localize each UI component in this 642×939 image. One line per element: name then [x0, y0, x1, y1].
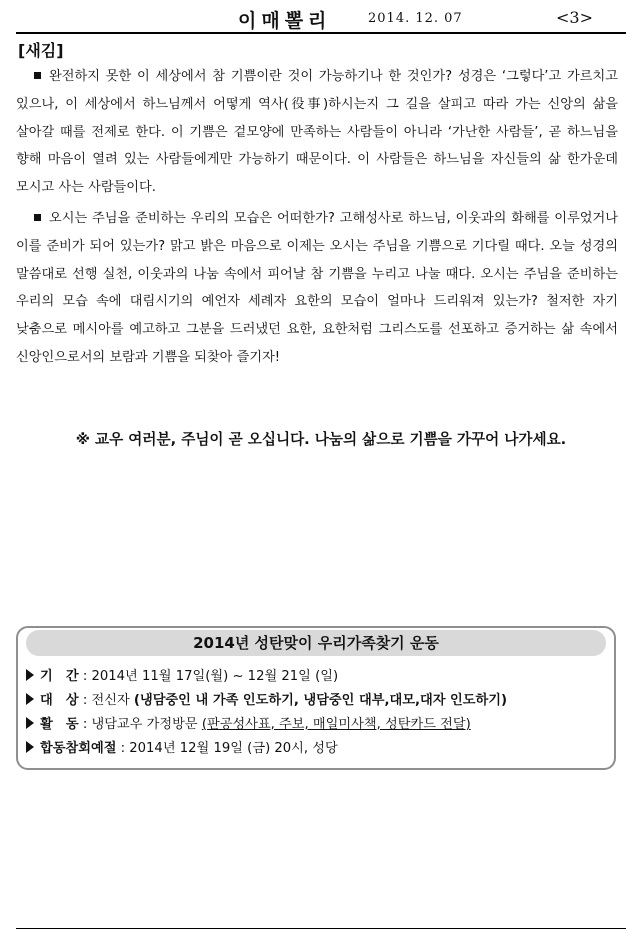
period-value: 2014년 11월 17일(월) ~ 12월 21일 (일)	[91, 669, 339, 684]
activity-detail: (판공성사표, 주보, 매일미사책, 성탄카드 전달)	[201, 717, 471, 732]
paragraph-text: 오시는 주님을 준비하는 우리의 모습은 어떠한가? 고해성사로 하느님, 이웃과의 화해를 이루었거나 이를 준비가 되어 있는가? 맑고 밝은 마음으로 이제는 오시는 주님을 기쁨으로 기다릴 때다. 오늘 성경의 말씀대로 선행 실천, 이웃과의 나눔 속에서 피어날 참 기쁨을 누리고 나눌 때다. 오시는 주님을 준비하는 우리의 모습 속에 대림시기의 예언자 세례자 요한의 모습이 얼마나 드리워져 있는가? 철저한 자기 낮춤으로 메시아를 예고하고 그분을 드러냈던 요한, 요한처럼 그리스도를 선포하고 증거하는 삶 속에서 신앙인으로서의 보람과 기쁨을 되찾아 즐기자!	[16, 211, 618, 365]
period-label: 기 간	[40, 669, 79, 684]
triangle-bullet-icon	[26, 693, 34, 705]
target-label: 대 상	[40, 693, 79, 708]
event-target-row: 대 상 : 전신자 (냉담중인 내 가족 인도하기, 냉담중인 대부,대모,대자 인도하기)	[26, 689, 507, 708]
square-bullet-icon	[34, 72, 41, 79]
penance-value: 2014년 12월 19일 (금) 20시, 성당	[129, 741, 338, 756]
page-number: <3>	[556, 8, 593, 27]
newsletter-header	[16, 6, 626, 34]
paragraph-text: 완전하지 못한 이 세상에서 참 기쁨이란 것이 가능하기나 한 것인가? 성경은 ‘그렇다’고 가르치고 있으나, 이 세상에서 하느님께서 어떻게 역사(役事)하시는지 그 길을 살피고 따라 가는 신앙의 삶을 살아갈 때를 전제로 한다. 이 기쁨은 겉모양에 만족하는 사람들이 아니라 ‘가난한 사람들’, 곧 하느님을 향해 마음이 열려 있는 사람들에게만 가능하기 때문이다. 이 사람들은 하느님을 자신들의 삶 한가운데 모시고 사는 사람들이다.	[16, 69, 618, 196]
activity-prefix: 냉담교우 가정방문	[91, 717, 198, 732]
activity-label: 활 동	[40, 717, 79, 732]
triangle-bullet-icon	[26, 741, 34, 753]
event-period-row: 기 간 : 2014년 11월 17일(월) ~ 12월 21일 (일)	[26, 665, 338, 684]
event-box	[16, 626, 616, 770]
event-title: 2014년 성탄맞이 우리가족찾기 운동	[26, 630, 606, 656]
target-detail: (냉담중인 내 가족 인도하기, 냉담중인 대부,대모,대자 인도하기)	[133, 693, 508, 708]
notice-message: ※ 교우 여러분, 주님이 곧 오십니다. 나눔의 삶으로 기쁨을 가꾸어 나가세요.	[75, 431, 567, 448]
bottom-divider	[16, 928, 626, 929]
reflection-paragraph-1	[16, 63, 618, 202]
issue-date: 2014. 12. 07	[368, 11, 463, 26]
event-penance-row: 합동참회예절 : 2014년 12월 19일 (금) 20시, 성당	[26, 737, 338, 756]
event-activity-row: 활 동 : 냉담교우 가정방문 (판공성사표, 주보, 매일미사책, 성탄카드 전달)	[26, 713, 471, 732]
newsletter-title: 이매뽈리	[238, 10, 332, 32]
penance-label: 합동참회예절	[40, 741, 117, 756]
section-label: [새김]	[18, 41, 64, 60]
reflection-paragraph-2	[16, 205, 618, 372]
triangle-bullet-icon	[26, 717, 34, 729]
square-bullet-icon	[34, 214, 41, 221]
triangle-bullet-icon	[26, 669, 34, 681]
target-prefix: 전신자	[91, 693, 130, 708]
